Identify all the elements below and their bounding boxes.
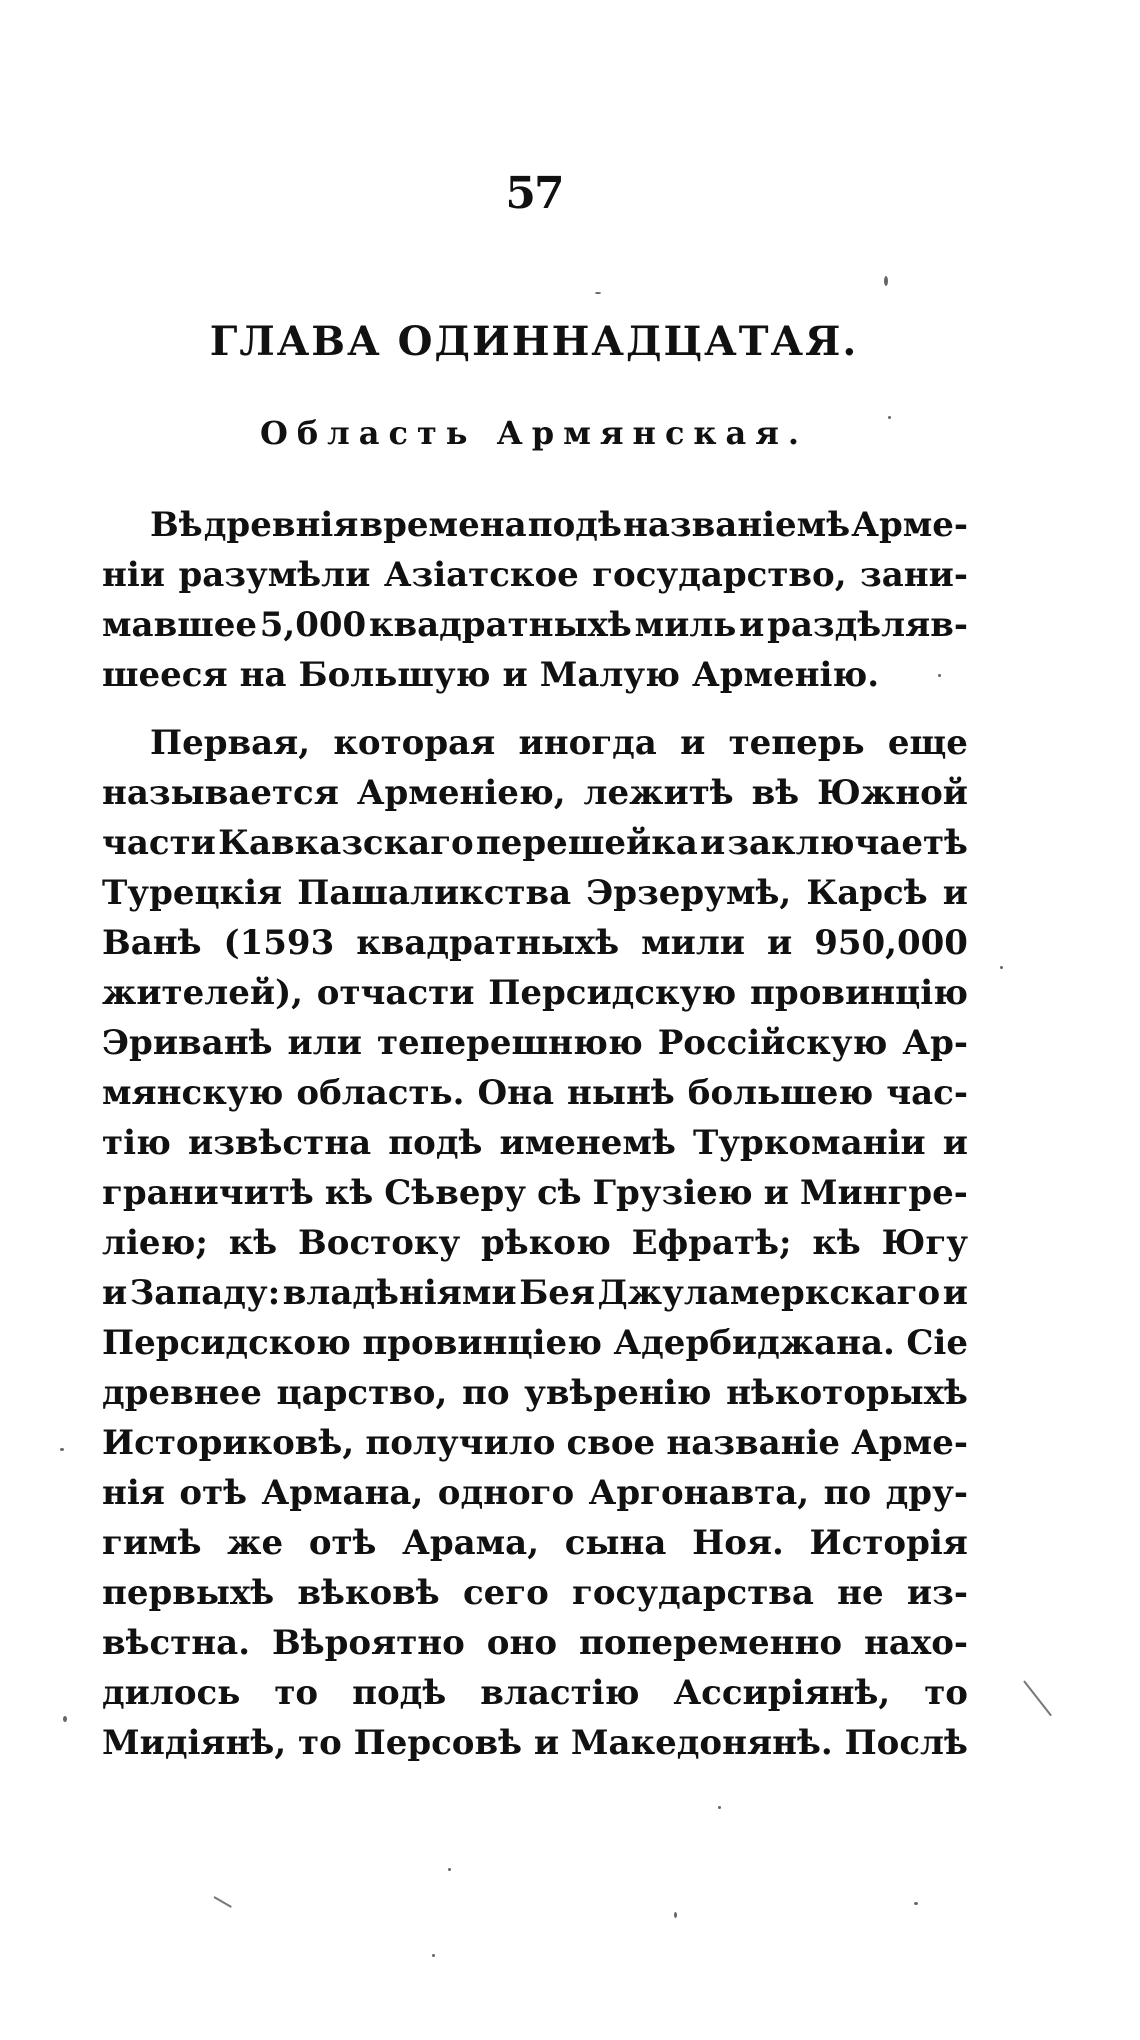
text-line: Историковѣ, получило свое названіе Арме-	[102, 1423, 968, 1463]
text-line: Ванѣ (1593 квадратныхѣ мили и 950,000	[102, 923, 968, 963]
text-line: ліею; кѣ Востоку рѣкою Ефратѣ; кѣ Югу	[102, 1223, 968, 1263]
scan-speck	[884, 276, 888, 286]
text-line: дилось то подѣ властію Ассиріянѣ, то	[102, 1673, 968, 1713]
text-line: мавшее 5,000 квадратныхѣ миль и раздѣляв-	[102, 605, 968, 645]
scan-scratch	[1023, 1680, 1052, 1716]
scan-speck	[888, 416, 891, 419]
text-line: и Западу: владѣніями Бея Джуламеркскаго и	[102, 1273, 968, 1313]
text-line: тію извѣстна подѣ именемѣ Туркоманіи и	[102, 1123, 968, 1163]
scan-speck	[1000, 966, 1003, 969]
section-title: Область Армянская.	[259, 414, 809, 452]
text-line: вѣстна. Вѣроятно оно попеременно нахо-	[102, 1623, 968, 1663]
text-line: шееся на Большую и Малую Арменію.	[102, 655, 880, 695]
text-line: Турецкія Пашаликства Эрзерумѣ, Карсѣ и	[102, 873, 968, 913]
scan-speck	[432, 1954, 435, 1957]
scan-speck	[718, 1806, 721, 1809]
scan-speck	[63, 1716, 67, 1722]
scan-scratch	[214, 1896, 232, 1908]
scan-speck	[674, 1912, 677, 1918]
text-line: называется Арменіею, лежитѣ вѣ Южной	[102, 773, 968, 813]
text-line: Вѣ древнія времена подѣ названіемѣ Арме-	[150, 505, 968, 545]
text-line: Первая, которая иногда и теперь еще	[150, 723, 968, 763]
text-line: Эриванѣ или теперешнюю Россійскую Ар-	[102, 1023, 968, 1063]
text-line: граничитѣ кѣ Сѣверу сѣ Грузіею и Мингре-	[102, 1173, 968, 1213]
text-line: нія отѣ Армана, одного Аргонавта, по дру-	[102, 1473, 968, 1513]
scan-speck	[938, 674, 941, 677]
text-line: ніи разумѣли Азіатское государство, зани-	[102, 555, 968, 595]
text-line: первыхѣ вѣковѣ сего государства не из-	[102, 1573, 968, 1613]
scan-speck	[60, 1448, 64, 1451]
page-number: 57	[505, 168, 563, 219]
paragraph-gap	[102, 700, 968, 718]
scan-speck	[595, 292, 601, 294]
text-line: части Кавказскаго перешейка и заключаетѣ	[102, 823, 968, 863]
text-line: мянскую область. Она нынѣ большею час-	[102, 1073, 968, 1113]
text-line: жителей), отчасти Персидскую провинцію	[102, 973, 968, 1013]
scan-speck	[448, 1868, 451, 1871]
text-line: Мидіянѣ, то Персовѣ и Македонянѣ. Послѣ	[102, 1723, 968, 1763]
text-line: гимѣ же отѣ Арама, сына Ноя. Исторія	[102, 1523, 968, 1563]
scan-speck	[914, 1902, 918, 1905]
text-line: древнее царство, по увѣренію нѣкоторыхѣ	[102, 1373, 968, 1413]
chapter-title: ГЛАВА ОДИННАДЦАТАЯ.	[209, 318, 859, 365]
body-text	[102, 500, 968, 1768]
text-line: Персидскою провинціею Адербиджана. Сіе	[102, 1323, 968, 1363]
